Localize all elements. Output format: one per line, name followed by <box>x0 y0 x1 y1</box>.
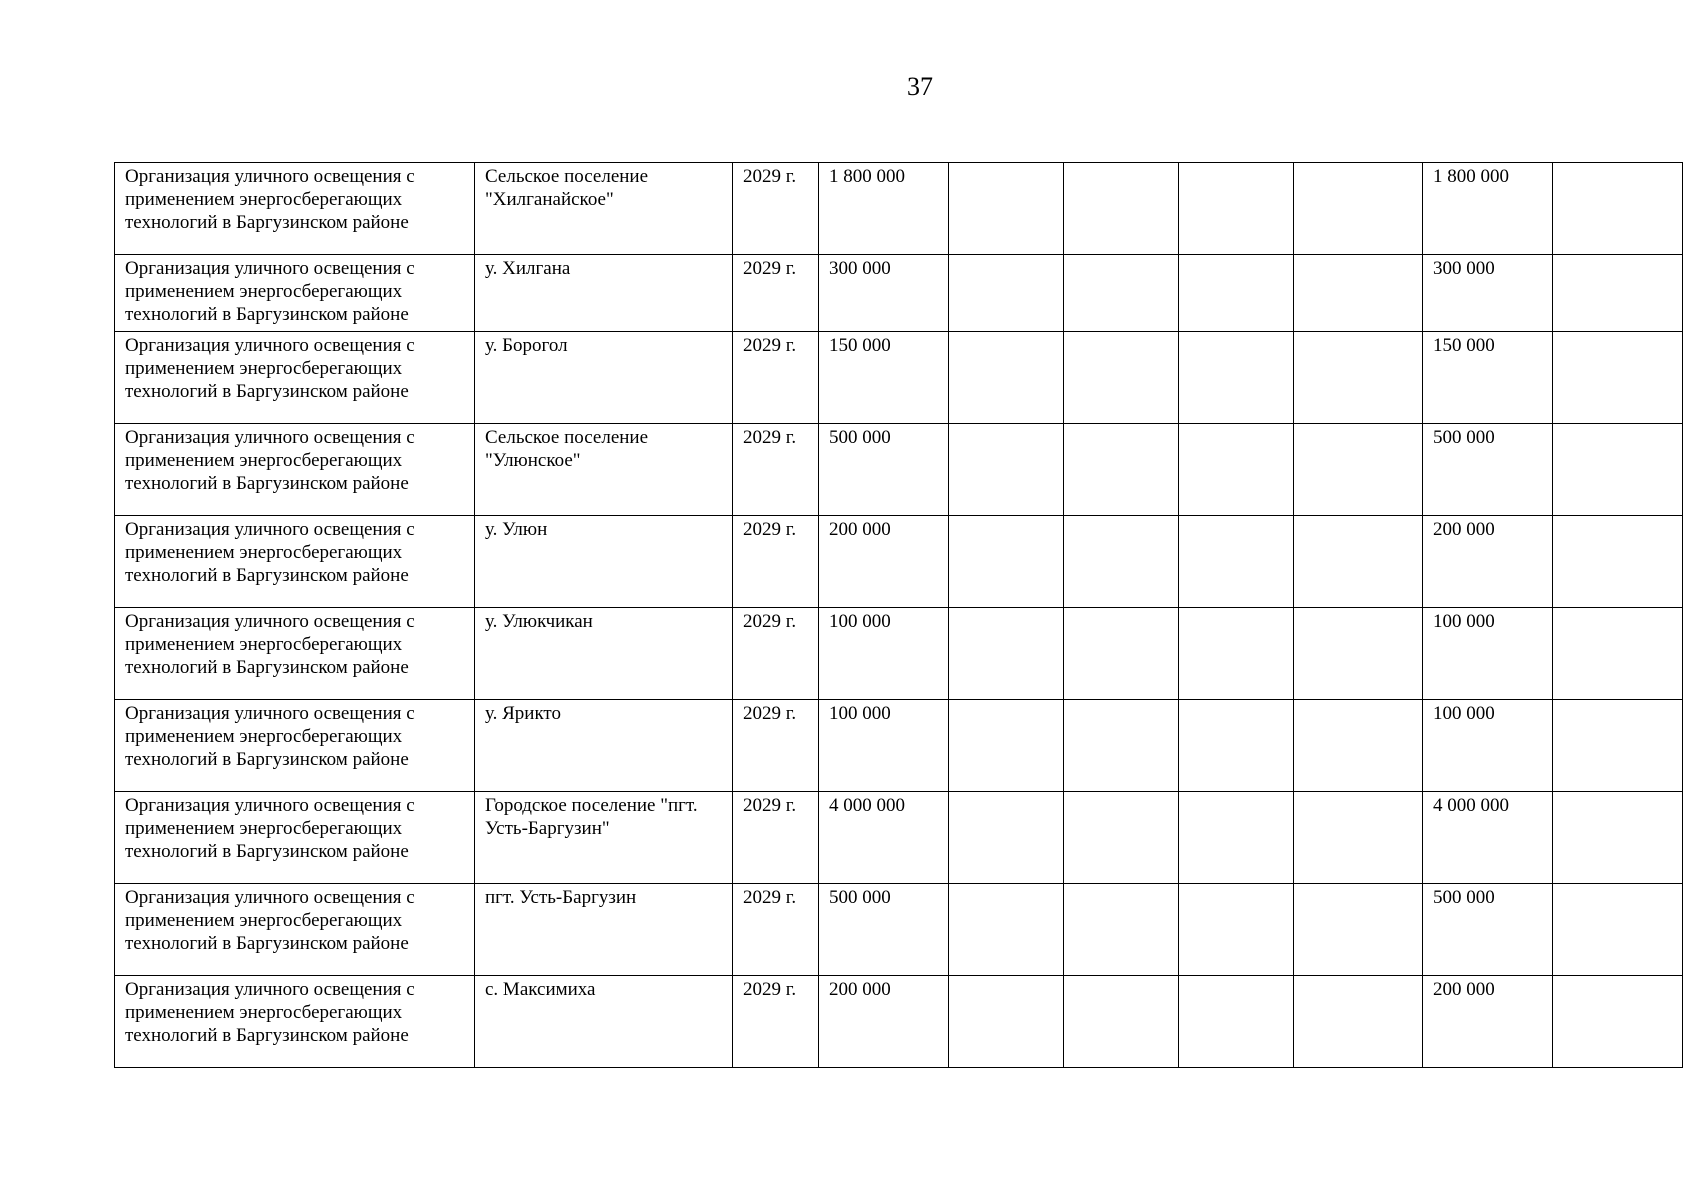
cell-empty <box>1294 332 1423 424</box>
cell-place: пгт. Усть-Баргузин <box>475 884 733 976</box>
cell-empty <box>1179 608 1294 700</box>
cell-empty <box>1553 792 1683 884</box>
cell-amount: 200 000 <box>819 976 949 1068</box>
cell-empty <box>1064 255 1179 332</box>
cell-empty <box>1064 332 1179 424</box>
cell-empty <box>1294 255 1423 332</box>
cell-total: 100 000 <box>1423 608 1553 700</box>
cell-empty <box>949 792 1064 884</box>
cell-amount: 500 000 <box>819 884 949 976</box>
cell-empty <box>1064 976 1179 1068</box>
cell-empty <box>949 424 1064 516</box>
cell-empty <box>949 332 1064 424</box>
cell-total: 200 000 <box>1423 516 1553 608</box>
cell-empty <box>1064 163 1179 255</box>
cell-name: Организация уличного освещения с применением энергосберегающих технологий в Баргузинском районе <box>115 700 475 792</box>
cell-place: Сельское поселение "Хилганайское" <box>475 163 733 255</box>
cell-name: Организация уличного освещения с применением энергосберегающих технологий в Баргузинском районе <box>115 608 475 700</box>
cell-total: 500 000 <box>1423 884 1553 976</box>
cell-name: Организация уличного освещения с применением энергосберегающих технологий в Баргузинском районе <box>115 516 475 608</box>
cell-amount: 4 000 000 <box>819 792 949 884</box>
cell-name: Организация уличного освещения с применением энергосберегающих технологий в Баргузинском районе <box>115 332 475 424</box>
cell-empty <box>1064 424 1179 516</box>
cell-empty <box>1294 700 1423 792</box>
cell-empty <box>1553 976 1683 1068</box>
cell-year: 2029 г. <box>733 700 819 792</box>
cell-empty <box>1179 163 1294 255</box>
cell-empty <box>949 884 1064 976</box>
cell-name: Организация уличного освещения с применением энергосберегающих технологий в Баргузинском районе <box>115 163 475 255</box>
cell-empty <box>949 163 1064 255</box>
cell-total: 300 000 <box>1423 255 1553 332</box>
cell-place: у. Улюн <box>475 516 733 608</box>
cell-empty <box>949 608 1064 700</box>
cell-amount: 200 000 <box>819 516 949 608</box>
table-row <box>115 332 1683 424</box>
cell-empty <box>1179 976 1294 1068</box>
cell-total: 500 000 <box>1423 424 1553 516</box>
cell-empty <box>1553 332 1683 424</box>
page-number: 37 <box>907 72 933 101</box>
cell-year: 2029 г. <box>733 163 819 255</box>
cell-total: 150 000 <box>1423 332 1553 424</box>
cell-empty <box>1294 163 1423 255</box>
cell-empty <box>1064 792 1179 884</box>
cell-year: 2029 г. <box>733 608 819 700</box>
table-row <box>115 700 1683 792</box>
table-row <box>115 163 1683 255</box>
cell-place: Сельское поселение "Улюнское" <box>475 424 733 516</box>
cell-name: Организация уличного освещения с применением энергосберегающих технологий в Баргузинском районе <box>115 424 475 516</box>
table-row <box>115 884 1683 976</box>
cell-total: 100 000 <box>1423 700 1553 792</box>
cell-empty <box>949 976 1064 1068</box>
cell-empty <box>1179 700 1294 792</box>
cell-total: 200 000 <box>1423 976 1553 1068</box>
cell-year: 2029 г. <box>733 976 819 1068</box>
cell-empty <box>1179 255 1294 332</box>
cell-year: 2029 г. <box>733 792 819 884</box>
cell-empty <box>1553 255 1683 332</box>
cell-empty <box>949 700 1064 792</box>
cell-amount: 1 800 000 <box>819 163 949 255</box>
cell-year: 2029 г. <box>733 424 819 516</box>
cell-total: 1 800 000 <box>1423 163 1553 255</box>
cell-empty <box>1553 608 1683 700</box>
cell-amount: 300 000 <box>819 255 949 332</box>
table-row <box>115 424 1683 516</box>
cell-name: Организация уличного освещения с применением энергосберегающих технологий в Баргузинском районе <box>115 884 475 976</box>
table-row <box>115 608 1683 700</box>
table-row <box>115 516 1683 608</box>
cell-empty <box>1553 516 1683 608</box>
cell-year: 2029 г. <box>733 255 819 332</box>
cell-amount: 100 000 <box>819 608 949 700</box>
cell-name: Организация уличного освещения с применением энергосберегающих технологий в Баргузинском районе <box>115 976 475 1068</box>
cell-place: у. Улюкчикан <box>475 608 733 700</box>
cell-empty <box>1064 516 1179 608</box>
cell-empty <box>1294 516 1423 608</box>
cell-total: 4 000 000 <box>1423 792 1553 884</box>
cell-year: 2029 г. <box>733 516 819 608</box>
cell-place: с. Максимиха <box>475 976 733 1068</box>
cell-empty <box>949 255 1064 332</box>
cell-amount: 100 000 <box>819 700 949 792</box>
cell-place: у. Хилгана <box>475 255 733 332</box>
cell-place: у. Борогол <box>475 332 733 424</box>
cell-amount: 150 000 <box>819 332 949 424</box>
funding-table <box>114 162 1683 1068</box>
cell-empty <box>1553 424 1683 516</box>
cell-empty <box>1294 792 1423 884</box>
table-row <box>115 976 1683 1068</box>
cell-empty <box>1553 700 1683 792</box>
cell-empty <box>1064 700 1179 792</box>
cell-amount: 500 000 <box>819 424 949 516</box>
cell-empty <box>949 516 1064 608</box>
cell-name: Организация уличного освещения с применением энергосберегающих технологий в Баргузинском районе <box>115 792 475 884</box>
cell-name: Организация уличного освещения с применением энергосберегающих технологий в Баргузинском районе <box>115 255 475 332</box>
table-row <box>115 792 1683 884</box>
cell-place: Городское поселение "пгт. Усть-Баргузин" <box>475 792 733 884</box>
cell-empty <box>1294 884 1423 976</box>
cell-empty <box>1179 516 1294 608</box>
cell-empty <box>1064 608 1179 700</box>
cell-empty <box>1179 332 1294 424</box>
cell-empty <box>1179 792 1294 884</box>
cell-empty <box>1294 608 1423 700</box>
cell-empty <box>1553 884 1683 976</box>
cell-empty <box>1294 976 1423 1068</box>
cell-empty <box>1064 884 1179 976</box>
cell-empty <box>1294 424 1423 516</box>
cell-empty <box>1553 163 1683 255</box>
cell-year: 2029 г. <box>733 332 819 424</box>
cell-empty <box>1179 884 1294 976</box>
table-row <box>115 255 1683 332</box>
cell-year: 2029 г. <box>733 884 819 976</box>
cell-empty <box>1179 424 1294 516</box>
cell-place: у. Ярикто <box>475 700 733 792</box>
